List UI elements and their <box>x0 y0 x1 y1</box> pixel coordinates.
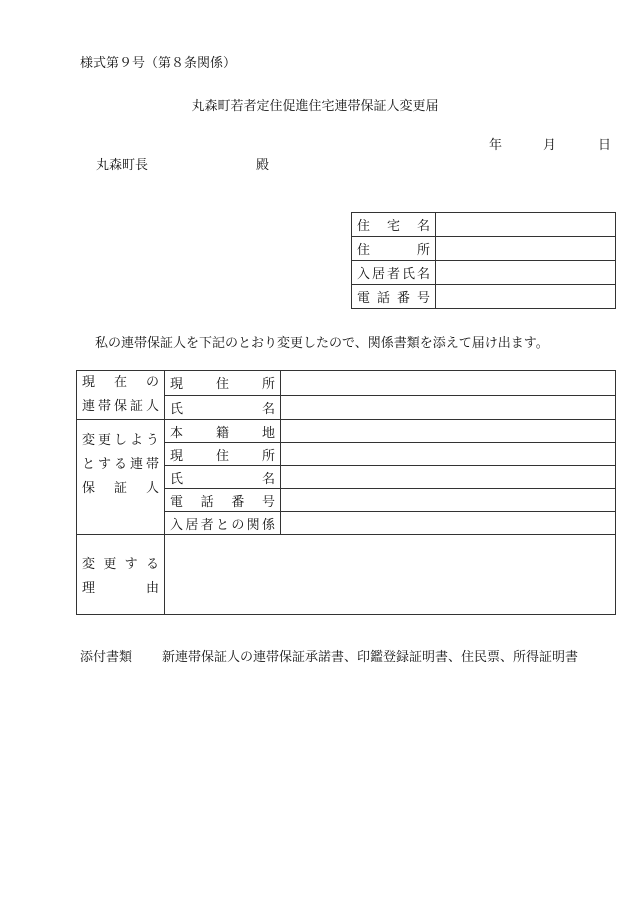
current-guarantor-group-label <box>77 371 165 420</box>
applicant-row-resident-name <box>352 261 616 285</box>
current-address-field[interactable] <box>281 371 616 396</box>
reason-label <box>77 535 165 615</box>
form-title: 丸森町若者定住促進住宅連帯保証人変更届 <box>191 99 439 114</box>
attachments-label: 添付書類 <box>80 650 133 665</box>
applicant-info-table <box>351 212 616 309</box>
relation-field[interactable] <box>281 512 616 535</box>
current-guarantor-row-address <box>77 371 616 396</box>
new-address-label: 現住所 <box>170 448 275 464</box>
applicant-phone-field[interactable] <box>436 285 616 309</box>
current-name-field[interactable] <box>281 395 616 420</box>
form-number: 様式第９号（第８条関係） <box>80 56 237 71</box>
resident-name-field[interactable] <box>436 261 616 285</box>
new-guarantor-line1: 変更しよう <box>82 433 159 448</box>
applicant-row-address <box>352 237 616 261</box>
reason-row <box>77 535 616 615</box>
current-guarantor-line2: 連帯保証人 <box>82 399 159 414</box>
new-guarantor-line2: とする連帯 <box>82 457 159 472</box>
new-phone-field[interactable] <box>281 489 616 512</box>
new-name-label: 氏名 <box>170 471 275 487</box>
reason-line2: 理由 <box>82 581 159 596</box>
reason-field[interactable] <box>165 535 616 615</box>
new-phone-label: 電話番号 <box>170 494 275 510</box>
applicant-row-housing-name <box>352 213 616 237</box>
new-domicile-field[interactable] <box>281 420 616 443</box>
applicant-row-phone <box>352 285 616 309</box>
new-guarantor-row-domicile <box>77 420 616 443</box>
reason-line1: 変更する <box>82 557 159 572</box>
statement-text: 私の連帯保証人を下記のとおり変更したので、関係書類を添えて届け出ます。 <box>95 336 549 351</box>
date-year-label: 年 <box>489 138 503 153</box>
relation-label: 入居者との関係 <box>170 517 275 533</box>
current-name-label: 氏名 <box>170 401 275 417</box>
new-address-field[interactable] <box>281 443 616 466</box>
housing-name-field[interactable] <box>436 213 616 237</box>
housing-name-label: 住宅名 <box>357 219 430 234</box>
new-domicile-label: 本籍地 <box>170 425 275 441</box>
applicant-address-label: 住所 <box>357 243 430 258</box>
new-guarantor-line3: 保証人 <box>82 481 159 496</box>
applicant-address-field[interactable] <box>436 237 616 261</box>
resident-name-label: 入居者氏名 <box>357 267 430 282</box>
date-day-label: 日 <box>598 138 612 153</box>
guarantor-change-table <box>76 370 616 615</box>
new-guarantor-group-label <box>77 420 165 535</box>
date-month-label: 月 <box>543 138 557 153</box>
addressee: 丸森町長 <box>96 158 149 173</box>
honorific: 殿 <box>256 158 270 173</box>
applicant-phone-label: 電話番号 <box>357 291 430 306</box>
attachments-text: 新連帯保証人の連帯保証承諾書、印鑑登録証明書、住民票、所得証明書 <box>162 650 579 665</box>
current-guarantor-line1: 現在の <box>82 375 159 390</box>
current-address-label: 現住所 <box>170 377 275 393</box>
new-name-field[interactable] <box>281 466 616 489</box>
